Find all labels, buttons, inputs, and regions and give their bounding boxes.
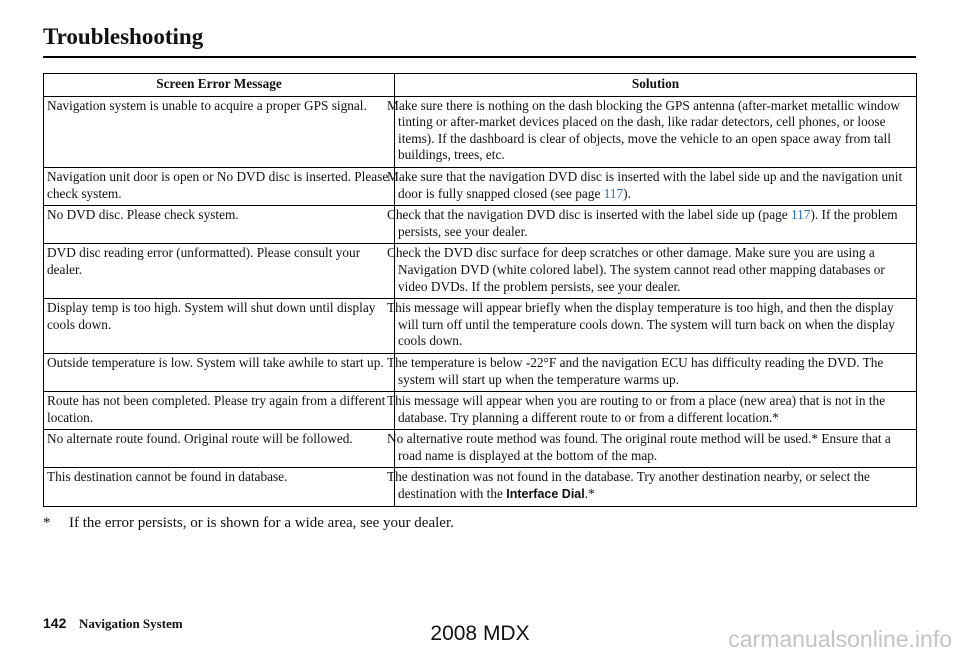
page-title: Troubleshooting (43, 24, 204, 49)
solution-text: This message will appear when you are routing to or from a place (new area) that is not in the database. Try planning a different route to or from a different location.* (387, 393, 886, 425)
solution-cell (387, 244, 917, 299)
table-row (44, 299, 917, 354)
table-header-row (44, 74, 917, 97)
solution-text: ). If the problem persists, see your dealer. (398, 207, 898, 239)
table-row (44, 206, 917, 244)
solution-text: The temperature is below -22°F and the navigation ECU has difficulty reading the DVD. The system will start up when the temperature warms up. (387, 354, 884, 387)
interface-dial-term: Interface Dial (506, 487, 585, 502)
solution-text: This message will appear briefly when the display temperature is too high, and then the display will turn off until the temperature cools down. The system will turn back on when the display cools down. (387, 300, 895, 349)
solution-text: ). (623, 185, 631, 201)
solution-text: .* (584, 486, 595, 502)
title-rule (43, 56, 916, 58)
error-message-table (43, 73, 917, 507)
solution-cell (387, 299, 917, 354)
model-label: 2008 MDX (430, 622, 530, 645)
table-row (44, 96, 917, 167)
solution-cell (387, 167, 917, 205)
solution-cell (387, 468, 917, 506)
error-message-cell: Navigation system is unable to acquire a proper GPS signal. (44, 96, 395, 167)
column-header-message: Screen Error Message (44, 74, 395, 97)
solution-cell (387, 96, 917, 167)
solution-text: The destination was not found in the database. Try another destination nearby, or select the destination with the (387, 469, 870, 502)
watermark: carmanualsonline.info (728, 626, 952, 652)
solution-text: Check the DVD disc surface for deep scratches or other damage. Make sure you are using a Navigation DVD (white colored label). The system cannot read other mapping databases or video DVDs. If the problem persists, see your dealer. (387, 245, 885, 294)
solution-cell (387, 392, 917, 430)
solution-text: Make sure that the navigation DVD disc is inserted with the label side up and the navigation unit door is fully snapped closed (see page (387, 168, 903, 201)
solution-text: No alternative route method was found. The original route method will be used.* Ensure that a road name is displayed at the bottom of the map. (387, 431, 891, 463)
footnote-text: If the error persists, or is shown for a wide area, see your dealer. (69, 515, 454, 531)
error-message-cell: Route has not been completed. Please try again from a different location. (44, 392, 395, 430)
table-row (44, 468, 917, 506)
error-message-cell: This destination cannot be found in database. (44, 468, 395, 506)
solution-text: Make sure there is nothing on the dash blocking the GPS antenna (after-market metallic window tinting or after-market devices placed on the dash, like radar detectors, cell phones, or loose items). If the dashboard is clear of objects, move the vehicle to an open space away from tall buildings, trees, etc. (387, 97, 901, 163)
table-row (44, 430, 917, 468)
solution-text: Check that the navigation DVD disc is inserted with the label side up (page (387, 207, 791, 223)
section-name: Navigation System (79, 616, 183, 631)
footnote (43, 515, 454, 532)
page-link-117[interactable]: 117 (603, 185, 624, 201)
footnote-marker: * (43, 515, 51, 531)
error-message-cell: No DVD disc. Please check system. (44, 206, 395, 244)
table-row (44, 244, 917, 299)
solution-cell (387, 353, 917, 391)
error-message-cell: No alternate route found. Original route will be followed. (44, 430, 395, 468)
page-number: 142 (43, 615, 67, 631)
error-message-cell: DVD disc reading error (unformatted). Please consult your dealer. (44, 244, 395, 299)
page-link-117[interactable]: 117 (790, 207, 811, 223)
table-row (44, 392, 917, 430)
error-message-cell: Outside temperature is low. System will take awhile to start up. (44, 353, 395, 391)
solution-cell (387, 430, 917, 468)
table-row (44, 353, 917, 391)
column-header-solution: Solution (395, 74, 917, 97)
table-row (44, 167, 917, 205)
error-message-cell: Display temp is too high. System will shut down until display cools down. (44, 299, 395, 354)
error-message-cell: Navigation unit door is open or No DVD disc is inserted. Please check system. (44, 167, 395, 205)
solution-cell (387, 206, 917, 244)
